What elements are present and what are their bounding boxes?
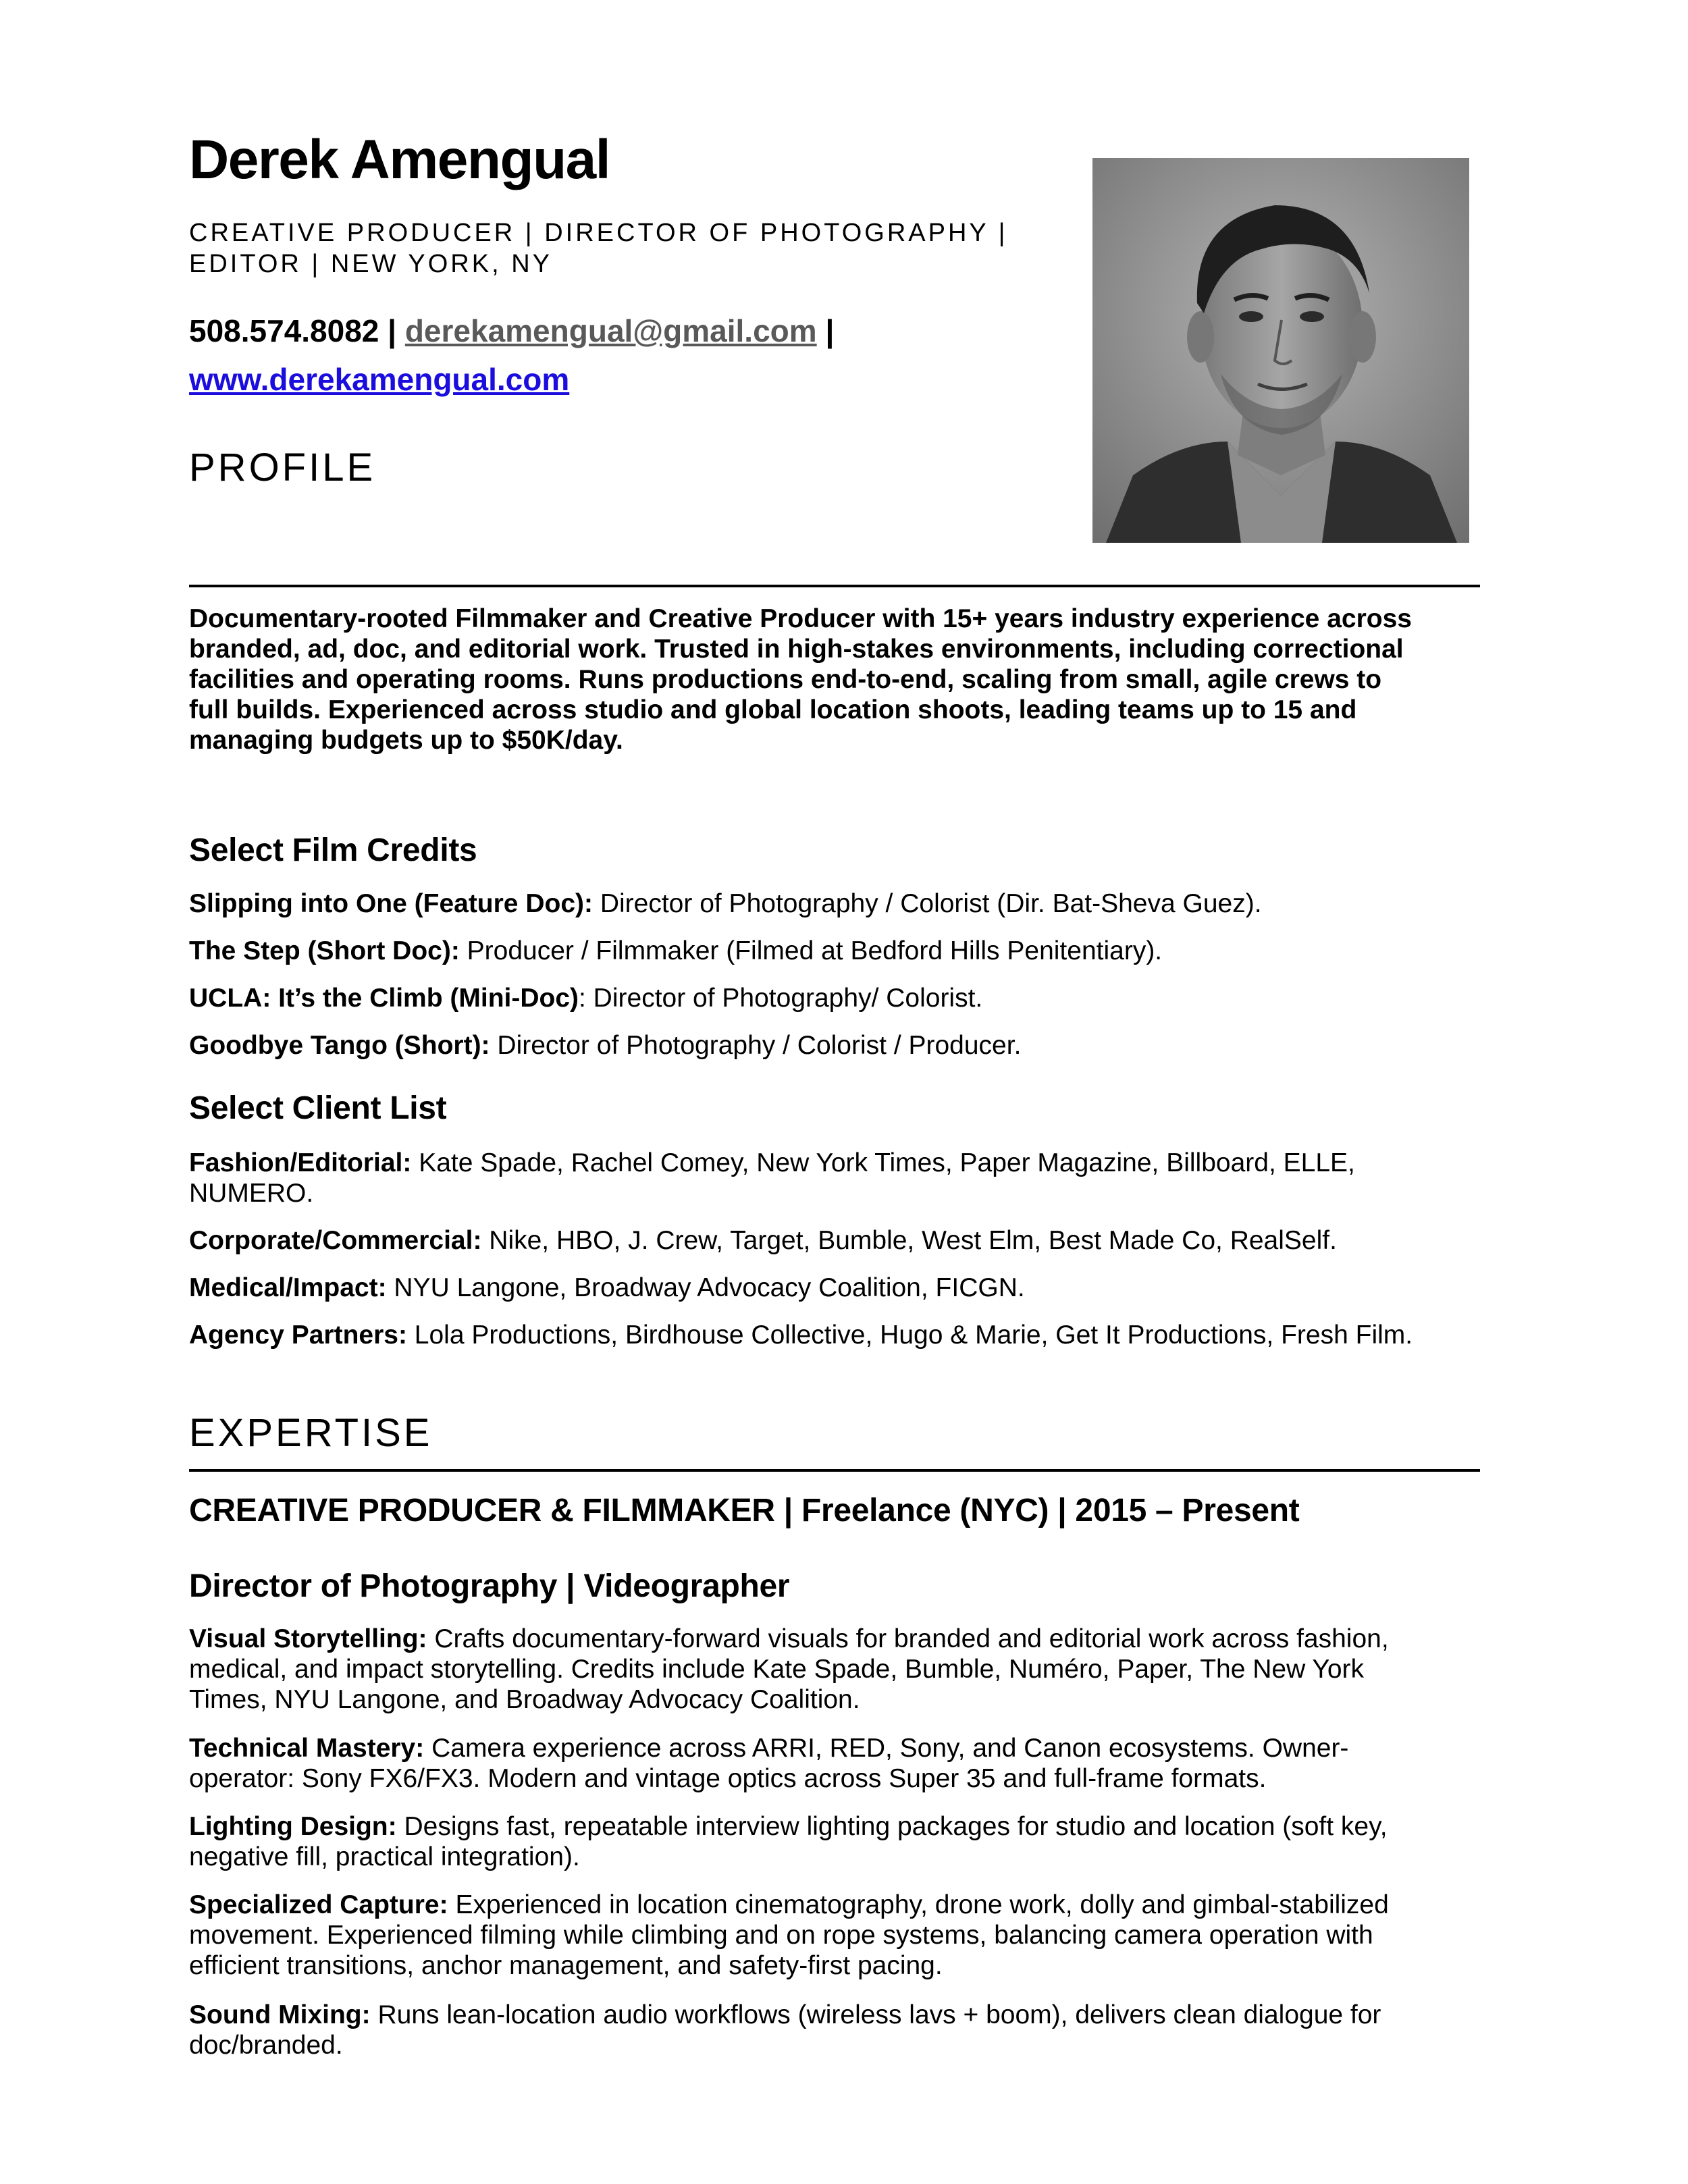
profile-summary bbox=[189, 604, 1480, 755]
credit-title: Goodbye Tango (Short): bbox=[189, 1031, 490, 1060]
contact-info bbox=[189, 307, 1067, 404]
expertise-line: Runs lean-location audio workflows (wireless lavs + boom), delivers clean dialogue for bbox=[370, 2000, 1381, 2029]
expertise-title: Technical Mastery: bbox=[189, 1734, 425, 1763]
profile-line: branded, ad, doc, and editorial work. Trusted in high-stakes environments, including correctional bbox=[189, 635, 1404, 664]
expertise-item bbox=[189, 1811, 1492, 1872]
client-category: Fashion/Editorial: bbox=[189, 1148, 412, 1177]
candidate-name: Derek Amengual bbox=[189, 129, 610, 190]
client-names: NYU Langone, Broadway Advocacy Coalition, FICGN. bbox=[386, 1273, 1025, 1302]
credit-desc: Producer / Filmmaker (Filmed at Bedford Hills Penitentiary). bbox=[459, 936, 1163, 965]
expertise-line: efficient transitions, anchor management, and safety-first pacing. bbox=[189, 1951, 943, 1980]
credit-desc: Director of Photography / Colorist / Producer. bbox=[490, 1031, 1022, 1060]
credit-desc: : Director of Photography/ Colorist. bbox=[579, 984, 983, 1013]
separator: | bbox=[379, 313, 405, 348]
portrait-image bbox=[1092, 158, 1469, 543]
expertise-title: Lighting Design: bbox=[189, 1812, 397, 1841]
credit-title: UCLA: It’s the Climb (Mini-Doc) bbox=[189, 984, 579, 1013]
email-link[interactable]: derekamengual@gmail.com bbox=[404, 313, 817, 348]
client-category: Corporate/Commercial: bbox=[189, 1226, 482, 1255]
credit-desc: Director of Photography / Colorist (Dir. Bat-Sheva Guez). bbox=[593, 889, 1262, 918]
website-link[interactable]: www.derekamengual.com bbox=[189, 362, 570, 397]
divider bbox=[189, 585, 1480, 587]
tagline-line: EDITOR | NEW YORK, NY bbox=[189, 250, 552, 278]
expertise-item bbox=[189, 2000, 1492, 2060]
phone-number: 508.574.8082 bbox=[189, 313, 379, 348]
film-credit-item bbox=[189, 888, 1492, 919]
expertise-line: medical, and impact storytelling. Credits include Kate Spade, Bumble, Numéro, Paper, The New York bbox=[189, 1655, 1365, 1684]
client-item bbox=[189, 1148, 1492, 1208]
client-item bbox=[189, 1273, 1492, 1303]
expertise-line: Camera experience across ARRI, RED, Sony, and Canon ecosystems. Owner- bbox=[424, 1734, 1349, 1763]
expertise-line: doc/branded. bbox=[189, 2031, 343, 2060]
expertise-line: Experienced in location cinematography, drone work, dolly and gimbal-stabilized bbox=[448, 1890, 1389, 1919]
profile-heading: PROFILE bbox=[189, 446, 376, 489]
profile-line: facilities and operating rooms. Runs productions end-to-end, scaling from small, agile crews to bbox=[189, 665, 1382, 694]
tagline bbox=[189, 217, 1067, 279]
expertise-line: movement. Experienced filming while climbing and on rope systems, balancing camera operation with bbox=[189, 1921, 1373, 1950]
client-item bbox=[189, 1225, 1492, 1256]
client-item bbox=[189, 1320, 1492, 1350]
expertise-item bbox=[189, 1624, 1492, 1715]
expertise-title: Sound Mixing: bbox=[189, 2000, 371, 2029]
expertise-heading: EXPERTISE bbox=[189, 1411, 433, 1455]
film-credit-item bbox=[189, 936, 1492, 966]
tagline-line: CREATIVE PRODUCER | DIRECTOR OF PHOTOGRAPHY | bbox=[189, 219, 1008, 247]
expertise-line: Designs fast, repeatable interview lighting packages for studio and location (soft key, bbox=[396, 1812, 1388, 1841]
profile-line: Documentary-rooted Filmmaker and Creative Producer with 15+ years industry experience across bbox=[189, 604, 1412, 633]
expertise-title: Specialized Capture: bbox=[189, 1890, 448, 1919]
expertise-line: negative fill, practical integration). bbox=[189, 1842, 580, 1871]
film-credit-item bbox=[189, 983, 1492, 1013]
portrait-photo bbox=[1092, 158, 1469, 543]
expertise-line: Crafts documentary-forward visuals for branded and editorial work across fashion, bbox=[427, 1624, 1389, 1653]
expertise-item bbox=[189, 1890, 1492, 1981]
client-category: Agency Partners: bbox=[189, 1321, 407, 1350]
credit-title: Slipping into One (Feature Doc): bbox=[189, 889, 593, 918]
expertise-line: Times, NYU Langone, and Broadway Advocacy Coalition. bbox=[189, 1685, 860, 1714]
client-names: Nike, HBO, J. Crew, Target, Bumble, West Elm, Best Made Co, RealSelf. bbox=[481, 1226, 1337, 1255]
client-names: NUMERO. bbox=[189, 1179, 314, 1208]
client-names: Kate Spade, Rachel Comey, New York Times, Paper Magazine, Billboard, ELLE, bbox=[411, 1148, 1355, 1177]
profile-line: full builds. Experienced across studio and global location shoots, leading teams up to 15 and bbox=[189, 695, 1357, 724]
job-title: CREATIVE PRODUCER & FILMMAKER | Freelance (NYC) | 2015 – Present bbox=[189, 1493, 1300, 1528]
client-names: Lola Productions, Birdhouse Collective, Hugo & Marie, Get It Productions, Fresh Film. bbox=[406, 1321, 1413, 1350]
client-list-heading: Select Client List bbox=[189, 1090, 447, 1126]
film-credits-heading: Select Film Credits bbox=[189, 832, 477, 868]
expertise-title: Visual Storytelling: bbox=[189, 1624, 427, 1653]
credit-title: The Step (Short Doc): bbox=[189, 936, 460, 965]
client-category: Medical/Impact: bbox=[189, 1273, 387, 1302]
divider bbox=[189, 1469, 1480, 1472]
expertise-line: operator: Sony FX6/FX3. Modern and vintage optics across Super 35 and full-frame formats. bbox=[189, 1764, 1267, 1793]
profile-line: managing budgets up to $50K/day. bbox=[189, 726, 623, 755]
expertise-item bbox=[189, 1733, 1492, 1794]
role-title: Director of Photography | Videographer bbox=[189, 1568, 790, 1604]
separator: | bbox=[816, 313, 835, 348]
film-credit-item bbox=[189, 1030, 1492, 1061]
